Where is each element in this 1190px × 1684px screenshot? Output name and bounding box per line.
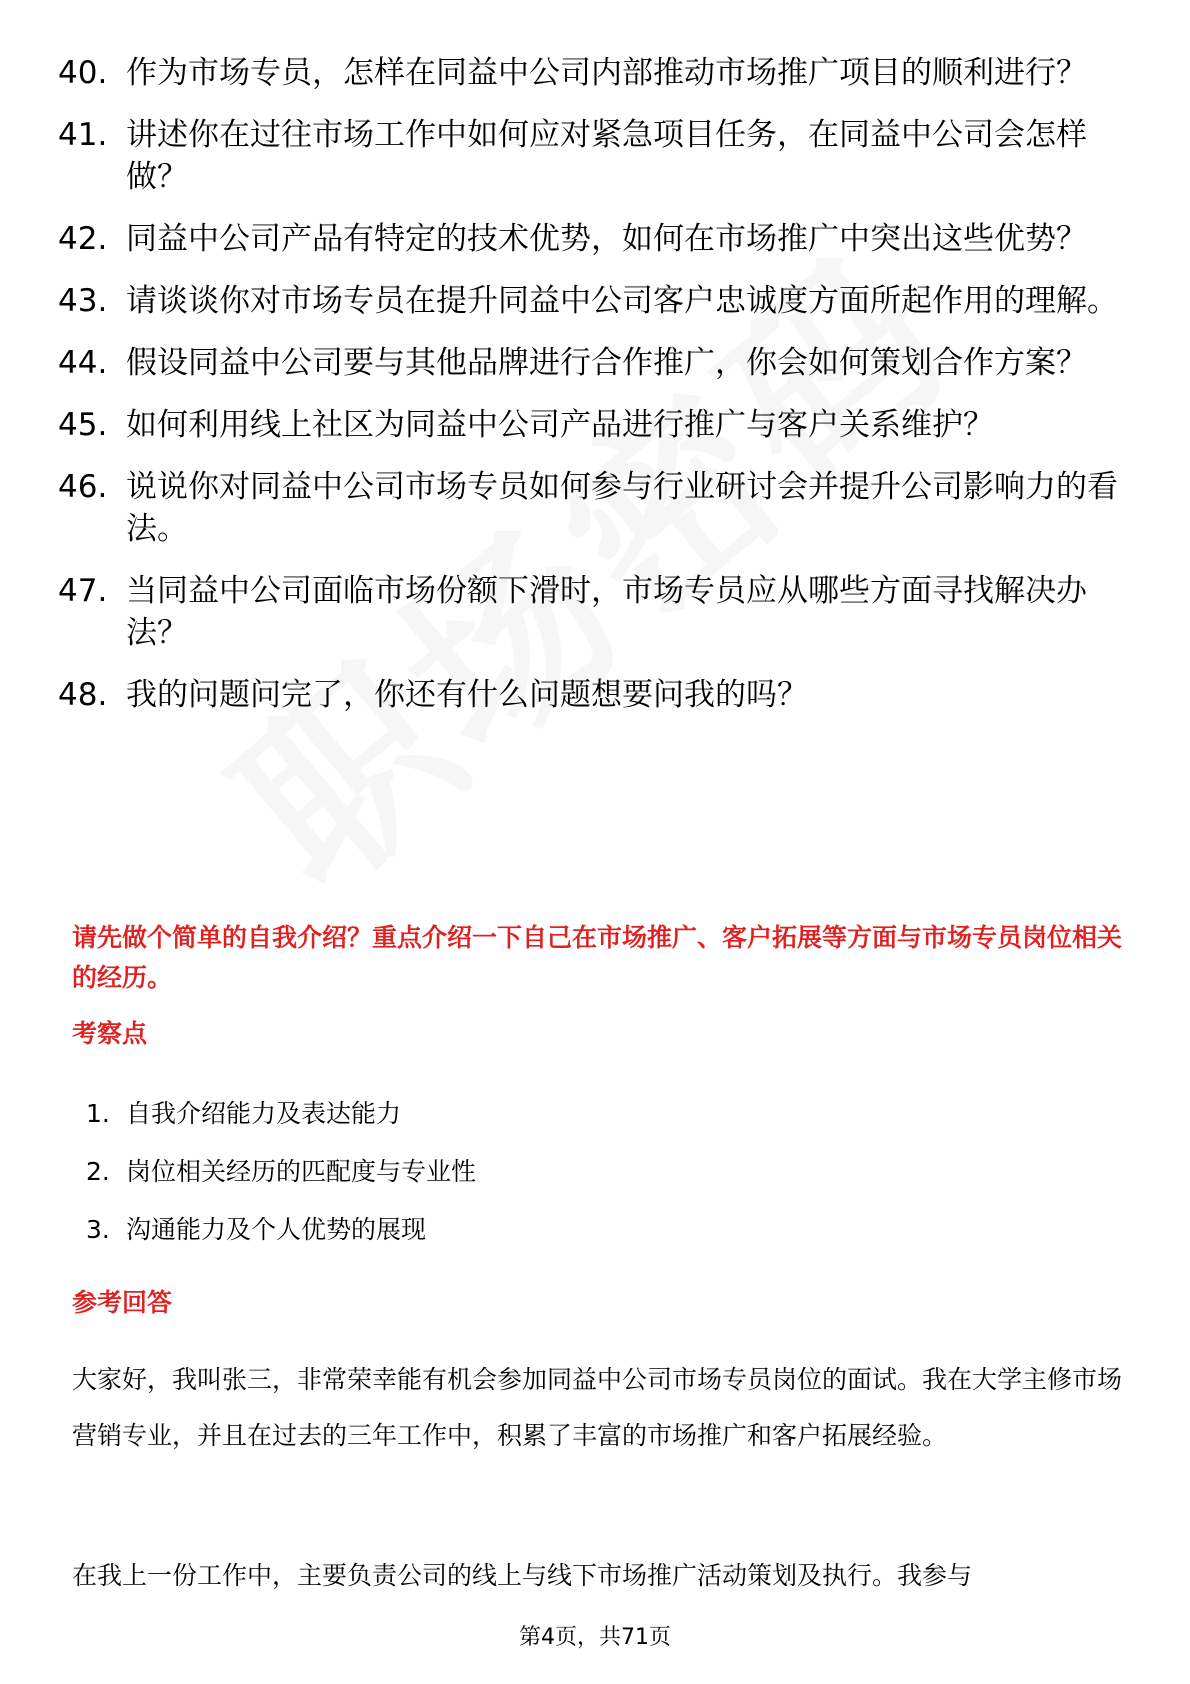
question-number: 47. bbox=[58, 573, 108, 609]
question-list bbox=[58, 52, 1118, 736]
answer-paragraph: 在我上一份工作中，主要负责公司的线上与线下市场推广活动策划及执行。我参与 bbox=[72, 1561, 973, 1590]
list-item bbox=[58, 114, 1118, 198]
question-number: 41. bbox=[58, 117, 108, 153]
question-text: 请谈谈你对市场专员在提升同益中公司客户忠诚度方面所起作用的理解。 bbox=[126, 283, 1118, 319]
highlight-question: 请先做个简单的自我介绍？重点介绍一下自己在市场推广、客户拓展等方面与市场专员岗位相关的经历。 bbox=[72, 923, 1123, 992]
question-text: 假设同益中公司要与其他品牌进行合作推广，你会如何策划合作方案？ bbox=[126, 345, 1087, 381]
point-text: 岗位相关经历的匹配度与专业性 bbox=[126, 1157, 477, 1186]
list-item bbox=[86, 1085, 476, 1143]
assessment-points bbox=[86, 1085, 476, 1259]
page-footer: 第4页，共71页 bbox=[519, 1625, 671, 1650]
list-item bbox=[86, 1201, 476, 1259]
list-item bbox=[58, 466, 1118, 550]
question-number: 46. bbox=[58, 469, 108, 505]
question-text: 当同益中公司面临市场份额下滑时，市场专员应从哪些方面寻找解决办法？ bbox=[126, 573, 1087, 651]
list-item bbox=[58, 404, 1118, 446]
list-item bbox=[58, 570, 1118, 654]
list-item bbox=[58, 342, 1118, 384]
point-number: 1. bbox=[86, 1099, 110, 1128]
list-item bbox=[58, 280, 1118, 322]
question-text: 说说你对同益中公司市场专员如何参与行业研讨会并提升公司影响力的看法。 bbox=[126, 469, 1118, 547]
question-text: 讲述你在过往市场工作中如何应对紧急项目任务，在同益中公司会怎样做？ bbox=[126, 117, 1087, 195]
question-text: 同益中公司产品有特定的技术优势，如何在市场推广中突出这些优势？ bbox=[126, 221, 1087, 257]
point-number: 3. bbox=[86, 1215, 110, 1244]
question-number: 44. bbox=[58, 345, 108, 381]
list-item bbox=[58, 674, 1118, 716]
list-item bbox=[58, 218, 1118, 260]
list-item bbox=[86, 1143, 476, 1201]
question-text: 作为市场专员，怎样在同益中公司内部推动市场推广项目的顺利进行？ bbox=[126, 55, 1087, 91]
question-text: 如何利用线上社区为同益中公司产品进行推广与客户关系维护？ bbox=[126, 407, 994, 443]
assessment-title: 考察点 bbox=[72, 1019, 148, 1048]
question-number: 40. bbox=[58, 55, 108, 91]
question-number: 48. bbox=[58, 677, 108, 713]
answer-paragraph: 大家好，我叫张三，非常荣幸能有机会参加同益中公司市场专员岗位的面试。我在大学主修市场营销专业，并且在过去的三年工作中，积累了丰富的市场推广和客户拓展经验。 bbox=[72, 1365, 1123, 1450]
point-number: 2. bbox=[86, 1157, 110, 1186]
list-item bbox=[58, 52, 1118, 94]
question-text: 我的问题问完了，你还有什么问题想要问我的吗？ bbox=[126, 677, 808, 713]
question-number: 45. bbox=[58, 407, 108, 443]
point-text: 自我介绍能力及表达能力 bbox=[126, 1099, 402, 1128]
point-text: 沟通能力及个人优势的展现 bbox=[126, 1215, 427, 1244]
question-number: 43. bbox=[58, 283, 108, 319]
reference-title: 参考回答 bbox=[72, 1288, 173, 1317]
question-number: 42. bbox=[58, 221, 108, 257]
